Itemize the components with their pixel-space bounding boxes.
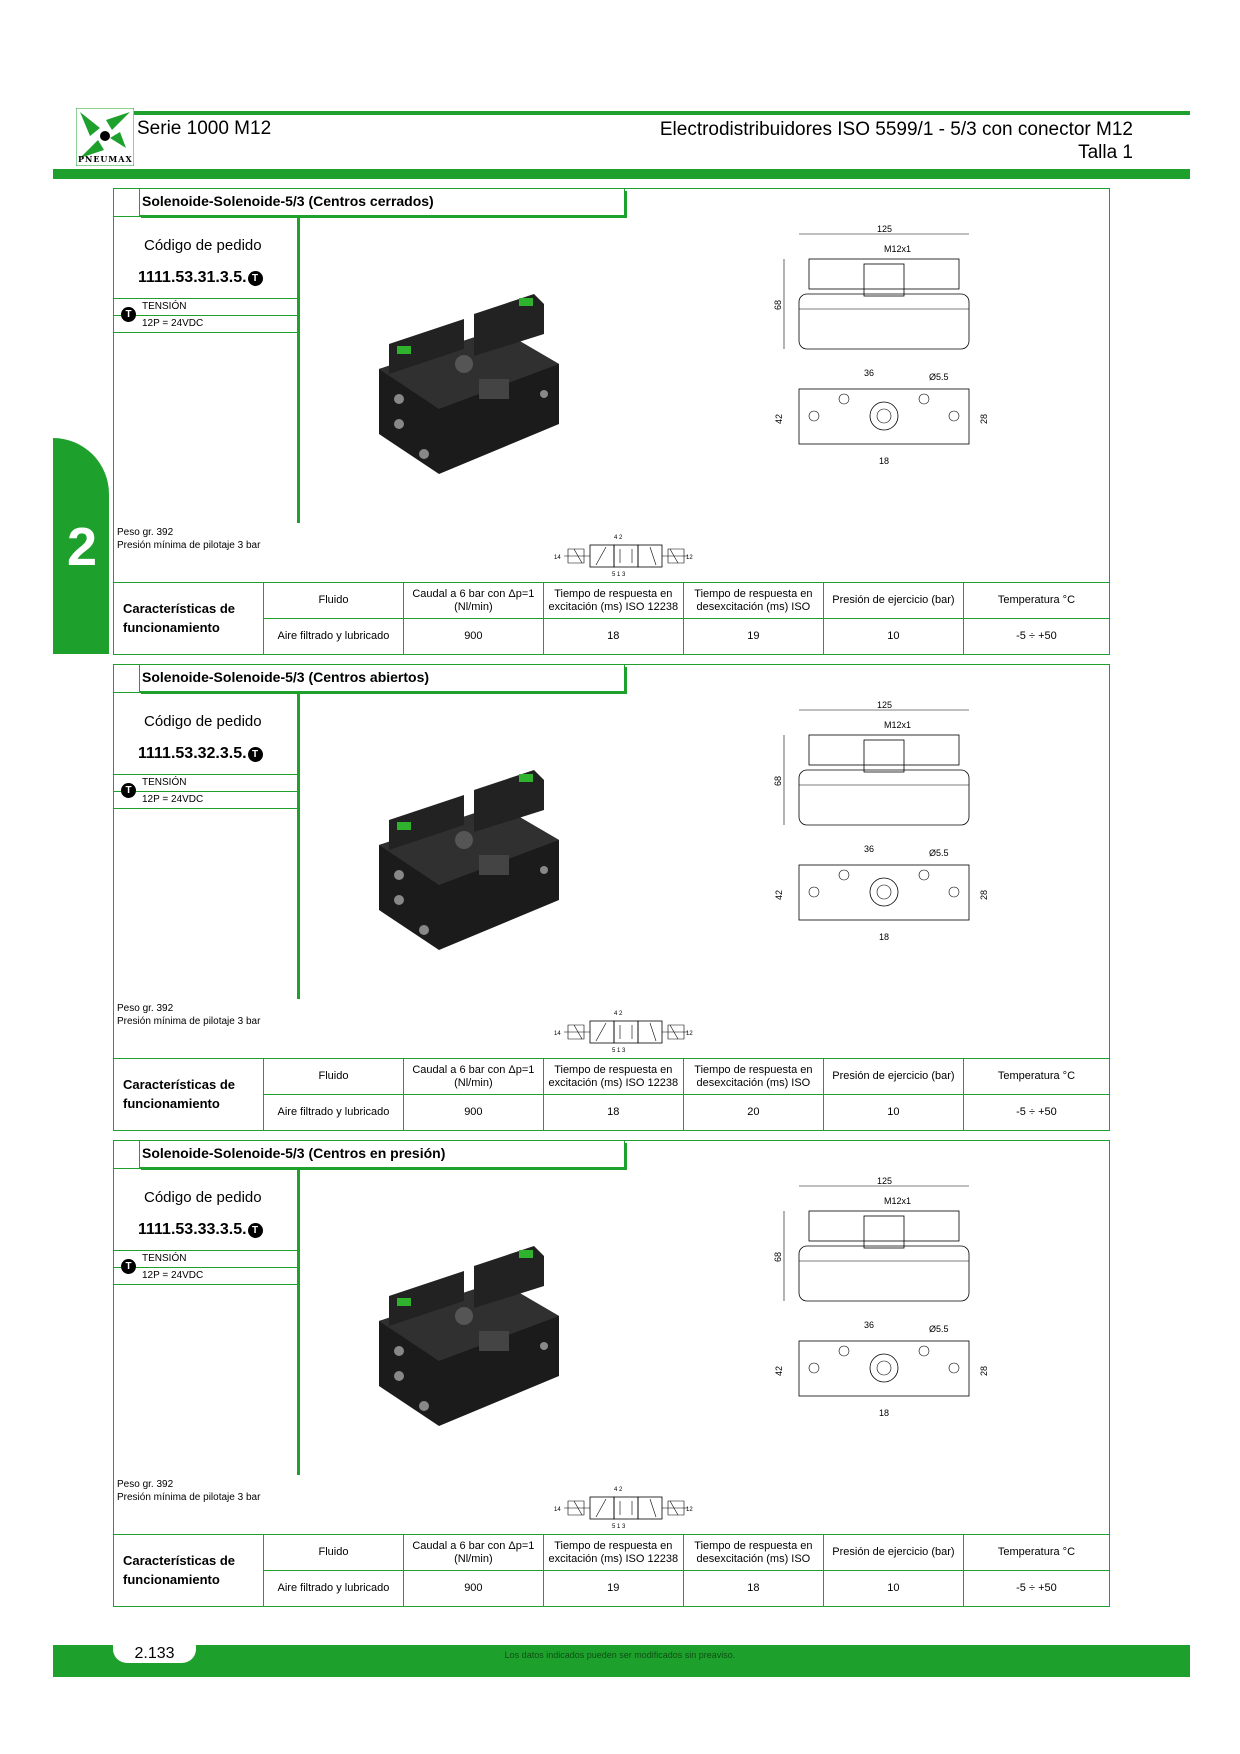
perf-header: Fluido bbox=[264, 1059, 404, 1095]
perf-header: Fluido bbox=[264, 1535, 404, 1571]
dim-hole: Ø5.5 bbox=[929, 372, 949, 382]
perf-value: Aire filtrado y lubricado bbox=[264, 1095, 404, 1131]
symbol-ports-bottom: 5 1 3 bbox=[612, 1524, 626, 1530]
performance-section bbox=[114, 1534, 1109, 1607]
dimension-drawing bbox=[769, 1176, 999, 1446]
weight: Peso gr. 392 bbox=[117, 1003, 174, 1014]
page-title bbox=[660, 118, 1133, 164]
dim-height: 68 bbox=[773, 1251, 783, 1262]
perf-header: Tiempo de respuesta en desexcitación (ms) ISO bbox=[683, 1059, 823, 1095]
weight: Peso gr. 392 bbox=[117, 1479, 174, 1490]
performance-header-row bbox=[264, 583, 1110, 619]
option-t-badge-icon: T bbox=[248, 747, 263, 762]
perf-value: 19 bbox=[543, 1571, 683, 1607]
header-top-line bbox=[76, 111, 1190, 115]
dim-connector: M12x1 bbox=[884, 720, 912, 730]
option-header bbox=[114, 1251, 298, 1272]
symbol-ports-top: 4 2 bbox=[614, 1487, 623, 1493]
symbol-port-14: 14 bbox=[554, 1507, 561, 1513]
valve-photo bbox=[369, 1246, 569, 1432]
performance-table bbox=[263, 583, 1109, 654]
dim-width: 125 bbox=[877, 1176, 893, 1186]
option-value: 12P = 24VDC bbox=[114, 792, 298, 809]
dim-base-height: 42 bbox=[774, 889, 784, 900]
symbol-port-12: 12 bbox=[686, 1507, 693, 1513]
perf-value: Aire filtrado y lubricado bbox=[264, 619, 404, 655]
symbol-port-12: 12 bbox=[686, 1031, 693, 1037]
dim-height: 68 bbox=[773, 299, 783, 310]
option-header-label: TENSIÓN bbox=[142, 301, 187, 312]
performance-value-row bbox=[264, 1095, 1110, 1131]
dim-pitch: 36 bbox=[864, 368, 875, 378]
perf-value: -5 ÷ +50 bbox=[963, 1095, 1109, 1131]
weight-info bbox=[117, 526, 260, 552]
weight-info bbox=[117, 1002, 260, 1028]
option-value: 12P = 24VDC bbox=[114, 1268, 298, 1285]
perf-header: Fluido bbox=[264, 583, 404, 619]
perf-header: Caudal a 6 bar con Δp=1 (Nl/min) bbox=[403, 1059, 543, 1095]
product-section bbox=[113, 1140, 1110, 1607]
dim-spacing: 18 bbox=[879, 1408, 890, 1418]
perf-value: 10 bbox=[823, 1571, 963, 1607]
valve-photo bbox=[369, 770, 569, 956]
perf-header: Caudal a 6 bar con Δp=1 (Nl/min) bbox=[403, 1535, 543, 1571]
option-header-label: TENSIÓN bbox=[142, 1253, 187, 1264]
perf-header: Caudal a 6 bar con Δp=1 (Nl/min) bbox=[403, 583, 543, 619]
performance-table bbox=[263, 1535, 1109, 1606]
performance-section bbox=[114, 582, 1109, 655]
page-title-line1: Electrodistribuidores ISO 5599/1 - 5/3 con conector M12 bbox=[659, 119, 1133, 140]
performance-title: Características de funcionamiento bbox=[123, 601, 236, 635]
product-section bbox=[113, 664, 1110, 1131]
order-code-label: Código de pedido bbox=[144, 713, 262, 730]
dim-pitch: 36 bbox=[864, 844, 875, 854]
perf-value: 900 bbox=[403, 1571, 543, 1607]
symbol-port-14: 14 bbox=[554, 1031, 561, 1037]
order-code-value: 1111.53.31.3.5. bbox=[138, 269, 247, 286]
perf-value: 19 bbox=[683, 619, 823, 655]
option-value: 12P = 24VDC bbox=[114, 316, 298, 333]
perf-value: 10 bbox=[823, 619, 963, 655]
perf-value: 18 bbox=[543, 619, 683, 655]
performance-section bbox=[114, 1058, 1109, 1131]
footer-note: Los datos indicados pueden ser modificados sin preaviso. bbox=[504, 1650, 736, 1660]
section-title: Solenoide-Solenoide-5/3 (Centros en presión) bbox=[139, 1141, 625, 1168]
dim-height: 68 bbox=[773, 775, 783, 786]
dim-width: 125 bbox=[877, 700, 893, 710]
dim-connector: M12x1 bbox=[884, 244, 912, 254]
product-section bbox=[113, 188, 1110, 655]
dim-connector: M12x1 bbox=[884, 1196, 912, 1206]
option-header-label: TENSIÓN bbox=[142, 777, 187, 788]
section-title: Solenoide-Solenoide-5/3 (Centros abiertos) bbox=[139, 665, 625, 692]
perf-value: 900 bbox=[403, 1095, 543, 1131]
perf-value: 18 bbox=[683, 1571, 823, 1607]
option-t-badge-icon: T bbox=[121, 1259, 136, 1274]
symbol-ports-top: 4 2 bbox=[614, 535, 623, 541]
header-bottom-band bbox=[53, 169, 1190, 179]
option-table bbox=[114, 774, 298, 809]
perf-value: -5 ÷ +50 bbox=[963, 619, 1109, 655]
dimension-drawing bbox=[769, 224, 999, 494]
weight: Peso gr. 392 bbox=[117, 527, 174, 538]
symbol-ports-top: 4 2 bbox=[614, 1011, 623, 1017]
valve-symbol bbox=[554, 1007, 699, 1057]
order-code-box bbox=[114, 692, 298, 999]
perf-value: 10 bbox=[823, 1095, 963, 1131]
perf-header: Tiempo de respuesta en excitación (ms) ISO 12238 bbox=[543, 1535, 683, 1571]
order-code-box bbox=[114, 216, 298, 523]
perf-header: Tiempo de respuesta en excitación (ms) ISO 12238 bbox=[543, 583, 683, 619]
chapter-tab bbox=[53, 438, 109, 654]
symbol-ports-bottom: 5 1 3 bbox=[612, 572, 626, 578]
performance-value-row bbox=[264, 1571, 1110, 1607]
performance-table bbox=[263, 1059, 1109, 1130]
performance-value-row bbox=[264, 619, 1110, 655]
dim-base-height: 42 bbox=[774, 1365, 784, 1376]
perf-header: Tiempo de respuesta en desexcitación (ms) ISO bbox=[683, 1535, 823, 1571]
dim-hole: Ø5.5 bbox=[929, 1324, 949, 1334]
page-title-line2: Talla 1 bbox=[1078, 142, 1133, 163]
option-t-badge-icon: T bbox=[121, 783, 136, 798]
perf-header: Presión de ejercicio (bar) bbox=[823, 583, 963, 619]
option-t-badge-icon: T bbox=[121, 307, 136, 322]
dim-width: 125 bbox=[877, 224, 893, 234]
perf-value: 20 bbox=[683, 1095, 823, 1131]
section-title: Solenoide-Solenoide-5/3 (Centros cerrados) bbox=[139, 189, 625, 216]
dim-spacing: 18 bbox=[879, 456, 890, 466]
dimension-drawing bbox=[769, 700, 999, 970]
perf-header: Presión de ejercicio (bar) bbox=[823, 1059, 963, 1095]
valve-photo bbox=[369, 294, 569, 480]
dim-base-width: 28 bbox=[979, 889, 989, 900]
symbol-port-12: 12 bbox=[686, 555, 693, 561]
symbol-port-14: 14 bbox=[554, 555, 561, 561]
logo-text: PNEUMAX bbox=[78, 154, 133, 164]
performance-title: Características de funcionamiento bbox=[123, 1553, 236, 1587]
perf-header: Temperatura °C bbox=[963, 583, 1109, 619]
perf-header: Presión de ejercicio (bar) bbox=[823, 1535, 963, 1571]
pilot-pressure: Presión mínima de pilotaje 3 bar bbox=[117, 1492, 261, 1503]
order-code-value: 1111.53.32.3.5. bbox=[138, 745, 247, 762]
perf-header: Tiempo de respuesta en desexcitación (ms) ISO bbox=[683, 583, 823, 619]
option-t-badge-icon: T bbox=[248, 271, 263, 286]
performance-header-row bbox=[264, 1059, 1110, 1095]
dim-base-width: 28 bbox=[979, 1365, 989, 1376]
option-table bbox=[114, 298, 298, 333]
option-t-badge-icon: T bbox=[248, 1223, 263, 1238]
performance-title: Características de funcionamiento bbox=[123, 1077, 236, 1111]
valve-symbol bbox=[554, 531, 699, 581]
order-code bbox=[138, 745, 263, 763]
order-code-label: Código de pedido bbox=[144, 1189, 262, 1206]
perf-value: Aire filtrado y lubricado bbox=[264, 1571, 404, 1607]
valve-symbol bbox=[554, 1483, 699, 1533]
page-number: 2.133 bbox=[113, 1645, 196, 1663]
order-code-label: Código de pedido bbox=[144, 237, 262, 254]
perf-value: 900 bbox=[403, 619, 543, 655]
option-table bbox=[114, 1250, 298, 1285]
dim-pitch: 36 bbox=[864, 1320, 875, 1330]
order-code-value: 1111.53.33.3.5. bbox=[138, 1221, 247, 1238]
order-code bbox=[138, 269, 263, 287]
pilot-pressure: Presión mínima de pilotaje 3 bar bbox=[117, 1016, 261, 1027]
series-title: Serie 1000 M12 bbox=[137, 118, 272, 139]
weight-info bbox=[117, 1478, 260, 1504]
order-code-box bbox=[114, 1168, 298, 1475]
dim-base-width: 28 bbox=[979, 413, 989, 424]
perf-header: Temperatura °C bbox=[963, 1535, 1109, 1571]
chapter-number: 2 bbox=[67, 517, 98, 577]
dim-base-height: 42 bbox=[774, 413, 784, 424]
dim-spacing: 18 bbox=[879, 932, 890, 942]
order-code bbox=[138, 1221, 263, 1239]
option-header bbox=[114, 299, 298, 320]
perf-header: Temperatura °C bbox=[963, 1059, 1109, 1095]
pilot-pressure: Presión mínima de pilotaje 3 bar bbox=[117, 540, 261, 551]
symbol-ports-bottom: 5 1 3 bbox=[612, 1048, 626, 1054]
performance-header-row bbox=[264, 1535, 1110, 1571]
perf-header: Tiempo de respuesta en excitación (ms) ISO 12238 bbox=[543, 1059, 683, 1095]
dim-hole: Ø5.5 bbox=[929, 848, 949, 858]
perf-value: 18 bbox=[543, 1095, 683, 1131]
perf-value: -5 ÷ +50 bbox=[963, 1571, 1109, 1607]
option-header bbox=[114, 775, 298, 796]
